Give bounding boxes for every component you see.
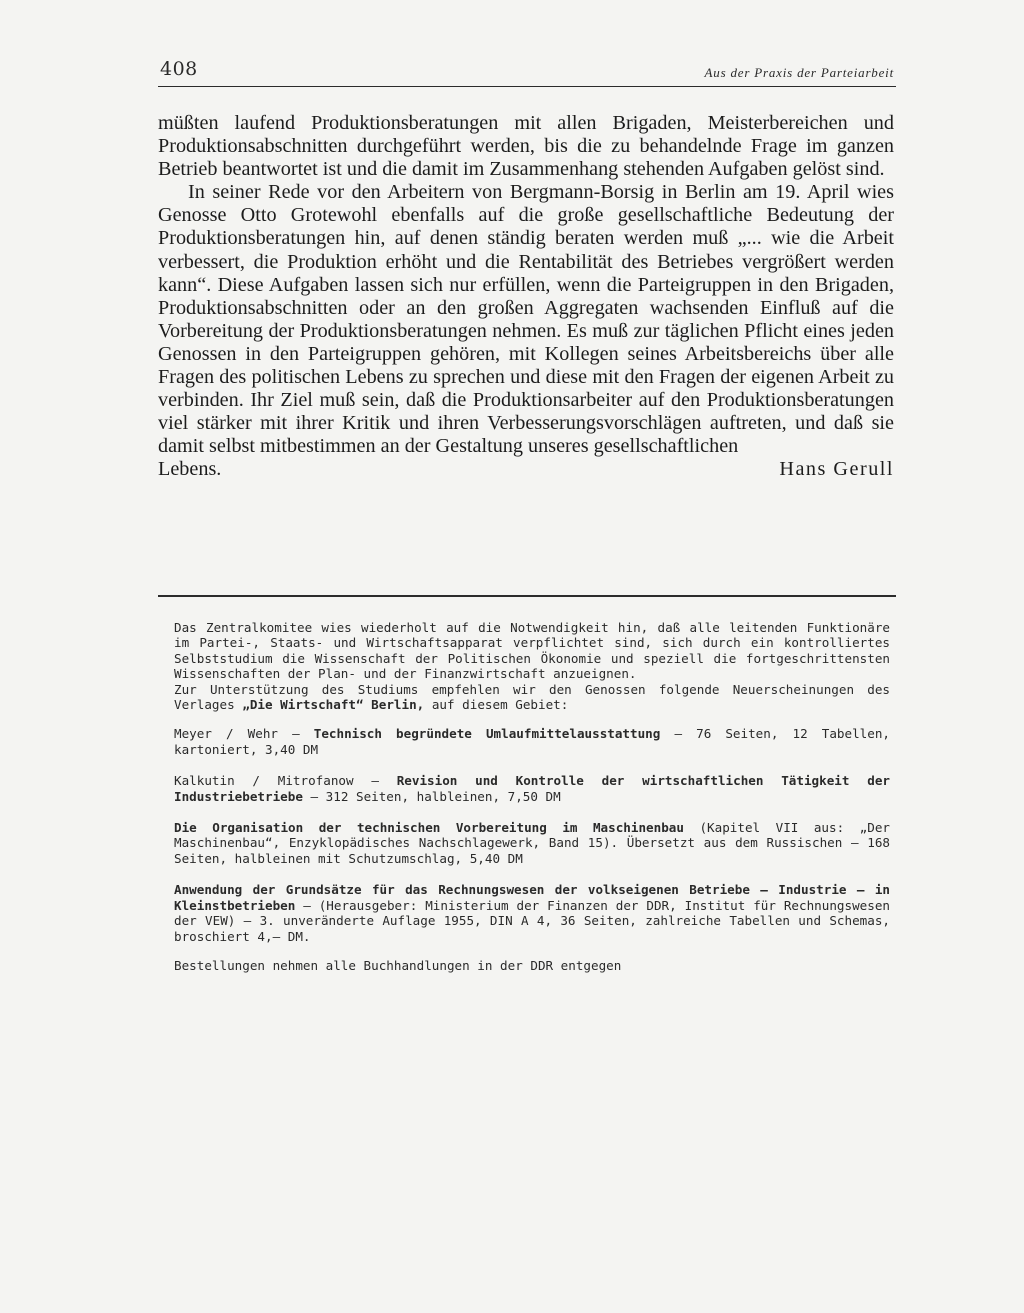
header-rule xyxy=(158,86,896,87)
section-separator xyxy=(158,595,896,597)
book-entry xyxy=(174,726,890,757)
notice-intro: Das Zentralkomitee wies wiederholt auf die Notwendigkeit hin, daß alle leitenden Funktionäre im Partei-, Staats- und Wirtschaftsapparat verpflichtet sind, sich durch ein kontrolliertes Selbststudium die Wissenschaft der Politischen Ökonomie und speziell die fortgeschrittensten Wissenschaften der Plan- und der Finanzwirtschaft anzueignen. xyxy=(174,620,890,682)
book-entry xyxy=(174,882,890,944)
running-title: Aus der Praxis der Parteiarbeit xyxy=(704,65,894,80)
notice-recommendation-suffix: auf diesem Gebiet: xyxy=(431,697,569,713)
book-title: Die Organisation der technischen Vorbereitung im Maschinenbau xyxy=(174,820,684,836)
book-entry xyxy=(174,820,890,866)
book-details: — (Herausgeber: Ministerium der Finanzen der DDR, Institut für Rechnungswesen der VEW) — 3. unveränderte Auflage 1955, DIN A 4, 36 Seiten, zahlreiche Tabellen und Schemas, broschiert 4,— DM. xyxy=(174,897,890,944)
article-paragraph-1: müßten laufend Produktionsberatungen mit allen Brigaden, Meisterbereichen und Produktionsabschnitten durchgeführt werden, bis die zu behandelnde Frage im ganzen Betrieb beantwortet ist und die damit im Zusammenhang stehenden Aufgaben gelöst sind. xyxy=(158,112,894,181)
book-details: (Kapitel VII aus: „Der Maschinenbau“, Enzyklopädisches Nachschlagewerk, Band 15). Übersetzt aus dem Russischen — 168 Seiten, halbleinen mit Schutzumschlag, 5,40 DM xyxy=(174,820,890,866)
page-number: 408 xyxy=(160,58,198,80)
notice-recommendation-prefix: Zur Unterstützung des Studiums empfehlen wir den Genossen folgende Neuerscheinungen des Verlages xyxy=(174,681,890,713)
book-title: Revision und Kontrolle der wirtschaftlichen Tätigkeit der Industriebetriebe xyxy=(174,773,890,804)
book-title: Technisch begründete Umlaufmittelausstattung xyxy=(313,726,661,742)
notice-closing: Bestellungen nehmen alle Buchhandlungen in der DDR entgegen xyxy=(174,957,622,973)
book-authors: Meyer / Wehr — xyxy=(174,726,314,742)
notice-publisher: „Die Wirtschaft“ Berlin, xyxy=(242,697,425,713)
notice-recommendation xyxy=(174,682,890,713)
book-authors: Kalkutin / Mitrofanow — xyxy=(174,773,397,789)
article-closing-line xyxy=(158,458,894,481)
article-paragraph-2: In seiner Rede vor den Arbeitern von Bergmann-Borsig in Berlin am 19. April wies Genosse Otto Grotewohl ebenfalls auf die große gesellschaftliche Bedeutung der Produktionsberatungen hin, auf denen ständig beraten werden muß „... wie die Arbeit verbessert, die Produktion erhöht und die Rentabilität des Betriebes vergrößert werden kann“. Diese Aufgaben lassen sich nur erfüllen, wenn die Parteigruppen in den Brigaden, Produktionsabschnitten oder an den großen Aggregaten wachsenden Einfluß auf die Vorbereitung der Produktionsberatungen nehmen. Es muß zur täglichen Pflicht eines jeden Genossen in den Parteigruppen gehören, mit Kollegen seines Arbeitsbereichs über alle Fragen des politischen Lebens zu sprechen und diese mit den Fragen der eigenen Arbeit zu verbinden. Ihr Ziel muß sein, daß die Produktionsarbeiter auf den Produktionsberatungen viel stärker mit ihrer Kritik und ihren Verbesserungsvorschlägen auftreten, und daß sie damit selbst mitbestimmen an der Gestaltung unseres gesellschaftlichen xyxy=(158,181,894,458)
book-entry xyxy=(174,773,890,804)
article-author: Hans Gerull xyxy=(779,458,894,481)
article-last-word: Lebens. xyxy=(158,458,222,481)
book-details: — 76 Seiten, 12 Tabellen, kartoniert, 3,40 DM xyxy=(174,726,890,757)
book-title: Anwendung der Grundsätze für das Rechnungswesen der volkseigenen Betriebe — Industrie — in Kleinstbetrieben xyxy=(174,882,890,913)
article-body xyxy=(158,112,894,482)
publisher-notice xyxy=(174,620,890,973)
book-details: — 312 Seiten, halbleinen, 7,50 DM xyxy=(302,788,561,804)
